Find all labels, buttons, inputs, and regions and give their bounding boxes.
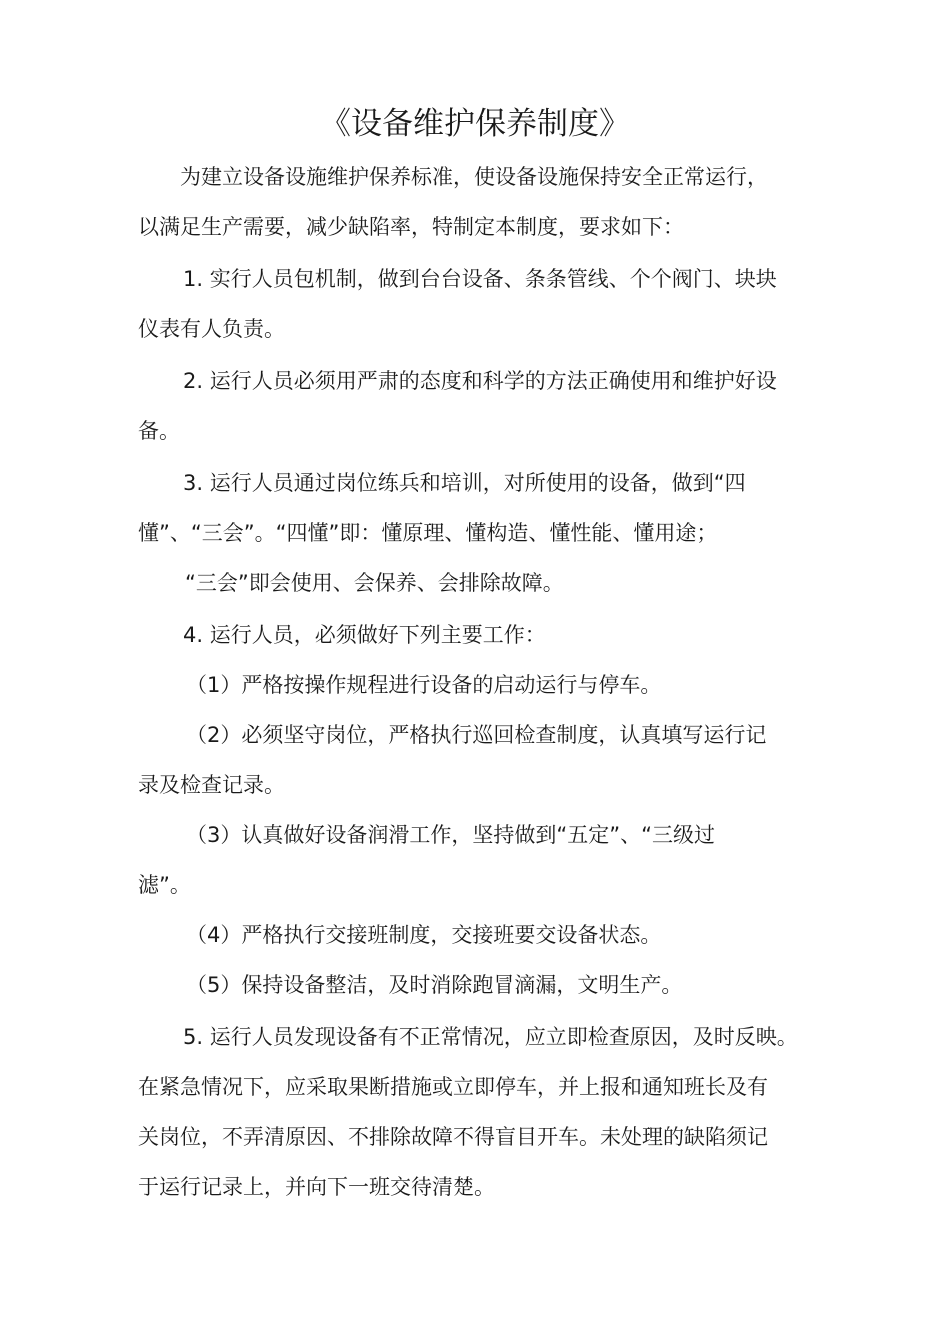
item-3-line-2: 懂”、“三会”。“四懂”即：懂原理、懂构造、懂性能、懂用途； <box>138 521 718 545</box>
subitem-3-line-1: （3）认真做好设备润滑工作，坚持做到“五定”、“三级过 <box>186 823 715 847</box>
item-2-line-1: 2. 运行人员必须用严肃的态度和科学的方法正确使用和维护好设 <box>183 369 777 393</box>
subitem-4-line-1: （4）严格执行交接班制度，交接班要交设备状态。 <box>186 923 662 947</box>
item-5-line-2: 在紧急情况下，应采取果断措施或立即停车，并上报和通知班长及有 <box>138 1075 768 1099</box>
subitem-3-line-2: 滤”。 <box>138 873 191 897</box>
item-4-line-1: 4. 运行人员，必须做好下列主要工作： <box>183 623 546 647</box>
item-5-line-1: 5. 运行人员发现设备有不正常情况，应立即检查原因，及时反映。 <box>183 1025 798 1049</box>
item-1-line-2: 仪表有人负责。 <box>138 317 285 341</box>
subitem-2-line-1: （2）必须坚守岗位，严格执行巡回检查制度，认真填写运行记 <box>186 723 767 747</box>
item-1-line-1: 1. 实行人员包机制，做到台台设备、条条管线、个个阀门、块块 <box>183 267 777 291</box>
intro-line-1: 为建立设备设施维护保养标准，使设备设施保持安全正常运行， <box>180 165 768 189</box>
item-3-line-1: 3. 运行人员通过岗位练兵和培训，对所使用的设备，做到“四 <box>183 471 746 495</box>
item-3-line-3: “三会”即会使用、会保养、会排除故障。 <box>185 571 564 595</box>
intro-line-2: 以满足生产需要，减少缺陷率，特制定本制度，要求如下： <box>138 215 684 239</box>
subitem-2-line-2: 录及检查记录。 <box>138 773 285 797</box>
item-2-line-2: 备。 <box>138 419 180 443</box>
document-title: 《设备维护保养制度》 <box>320 106 630 142</box>
subitem-5-line-1: （5）保持设备整洁，及时消除跑冒滴漏，文明生产。 <box>186 973 683 997</box>
item-5-line-4: 于运行记录上，并向下一班交待清楚。 <box>138 1175 495 1199</box>
item-5-line-3: 关岗位，不弄清原因、不排除故障不得盲目开车。未处理的缺陷须记 <box>138 1125 768 1149</box>
subitem-1-line-1: （1）严格按操作规程进行设备的启动运行与停车。 <box>186 673 662 697</box>
